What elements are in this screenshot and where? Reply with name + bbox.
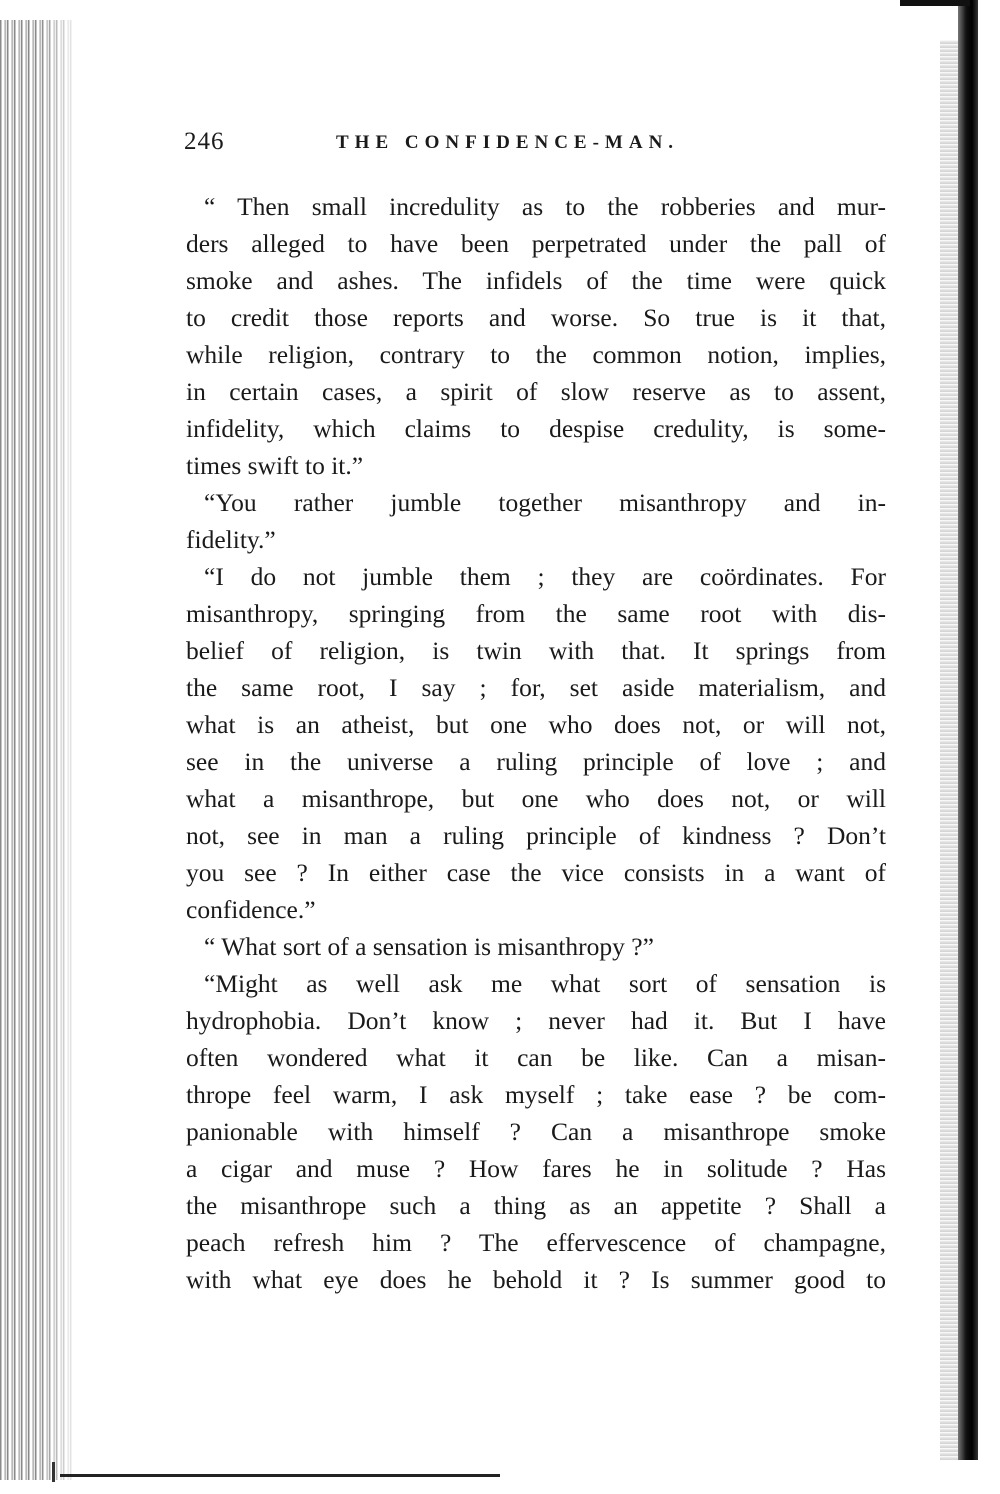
text-line: with what eye does he behold it ? Is summer good to [186, 1265, 886, 1294]
text-line: ders alleged to have been perpetrated under the pall of [186, 229, 886, 258]
running-head [184, 128, 884, 164]
text-line: “ Then small incredulity as to the robberies and mur- [204, 192, 886, 221]
spine-shadow [940, 40, 958, 1460]
text-line: the misanthrope such a thing as an appetite ? Shall a [186, 1191, 886, 1220]
text-line: what is an atheist, but one who does not, or will not, [186, 710, 886, 739]
text-line: in certain cases, a spirit of slow reserve as to assent, [186, 377, 886, 406]
text-line: panionable with himself ? Can a misanthrope smoke [186, 1117, 886, 1146]
text-line: what a misanthrope, but one who does not, or will [186, 784, 886, 813]
spine-top-edge [900, 0, 970, 6]
text-line: you see ? In either case the vice consists in a want of [186, 858, 886, 887]
text-line: a cigar and muse ? How fares he in solitude ? Has [186, 1154, 886, 1183]
text-line: hydrophobia. Don’t know ; never had it. But I have [186, 1006, 886, 1035]
text-line: misanthropy, springing from the same root with dis- [186, 599, 886, 628]
text-line: “Might as well ask me what sort of sensation is [204, 969, 886, 998]
text-line: smoke and ashes. The infidels of the time were quick [186, 266, 886, 295]
text-line: infidelity, which claims to despise credulity, is some- [186, 414, 886, 443]
text-line: times swift to it.” [186, 451, 364, 480]
text-line: fidelity.” [186, 525, 276, 554]
book-spine-edge [958, 0, 978, 1460]
page-bottom-edge [60, 1474, 500, 1477]
text-line: often wondered what it can be like. Can a misan- [186, 1043, 886, 1072]
text-line: peach refresh him ? The effervescence of champagne, [186, 1228, 886, 1257]
text-line: confidence.” [186, 895, 316, 924]
gutter-fade [40, 20, 80, 1480]
text-line: the same root, I say ; for, set aside materialism, and [186, 673, 886, 702]
text-line: “ What sort of a sensation is misanthropy ?” [204, 932, 654, 961]
text-line: “I do not jumble them ; they are coördinates. For [204, 562, 886, 591]
text-line: to credit those reports and worse. So true is it that, [186, 303, 886, 332]
page-number: 246 [184, 128, 225, 155]
text-line: while religion, contrary to the common notion, implies, [186, 340, 886, 369]
text-line: thrope feel warm, I ask myself ; take ease ? be com- [186, 1080, 886, 1109]
text-line: not, see in man a ruling principle of kindness ? Don’t [186, 821, 886, 850]
text-line: see in the universe a ruling principle of love ; and [186, 747, 886, 776]
running-title: THE CONFIDENCE-MAN. [336, 132, 680, 153]
body-text [186, 188, 886, 1298]
text-line: “You rather jumble together misanthropy and in- [204, 488, 886, 517]
page-corner-edge [52, 1462, 55, 1482]
text-line: belief of religion, is twin with that. It springs from [186, 636, 886, 665]
